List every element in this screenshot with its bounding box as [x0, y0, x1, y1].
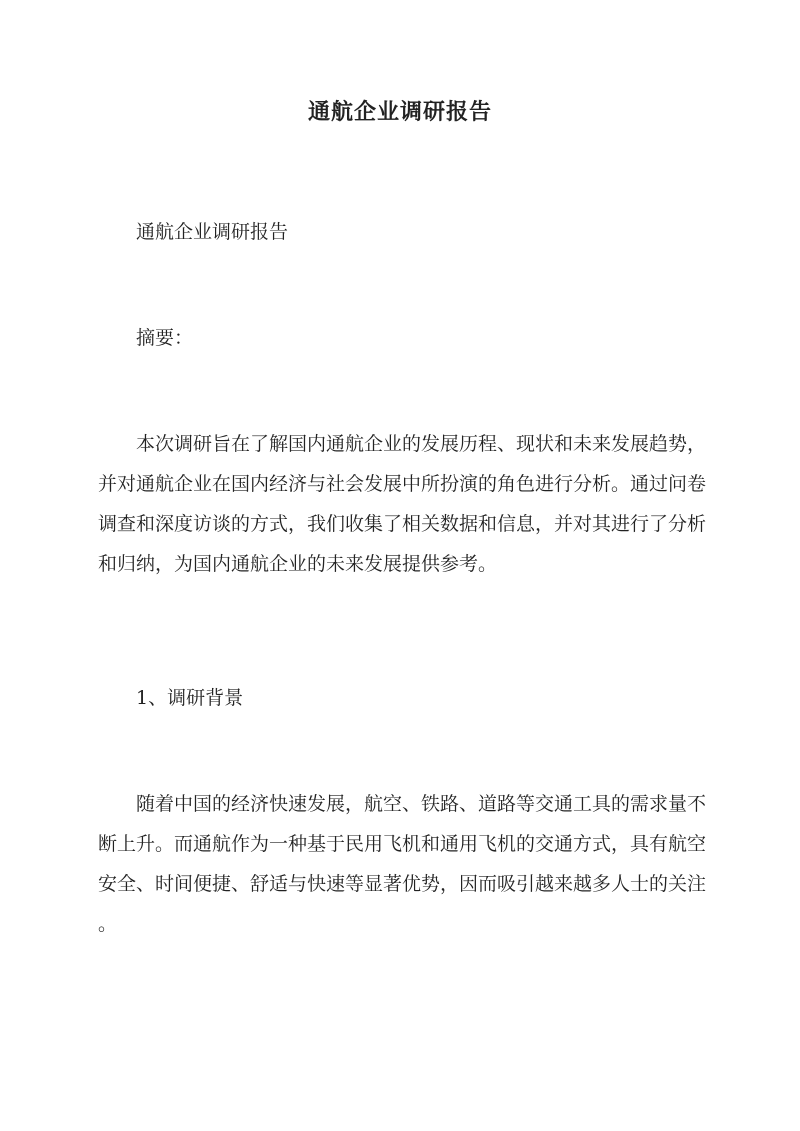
abstract-line: 和归纳，为国内通航企业的未来发展提供参考。 [98, 553, 498, 575]
abstract-line: 并对通航企业在国内经济与社会发展中所扮演的角色进行分析。通过问卷 [98, 473, 707, 495]
abstract-paragraph [98, 424, 707, 584]
background-paragraph [98, 784, 707, 944]
abstract-line: 本次调研旨在了解国内通航企业的发展历程、现状和未来发展趋势， [136, 433, 707, 455]
background-line: 安全、时间便捷、舒适与快速等显著优势，因而吸引越来越多人士的关注 [98, 873, 707, 895]
abstract-line: 调查和深度访谈的方式，我们收集了相关数据和信息，并对其进行了分析 [98, 513, 707, 535]
background-line: 随着中国的经济快速发展，航空、铁路、道路等交通工具的需求量不 [136, 793, 707, 815]
section-title-background: 1、调研背景 [136, 687, 244, 709]
document-heading: 通航企业调研报告 [136, 221, 289, 243]
document-title: 通航企业调研报告 [307, 99, 492, 125]
abstract-label: 摘要： [136, 327, 194, 349]
background-line: 。 [98, 913, 118, 935]
background-line: 断上升。而通航作为一种基于民用飞机和通用飞机的交通方式，具有航空 [98, 833, 707, 855]
